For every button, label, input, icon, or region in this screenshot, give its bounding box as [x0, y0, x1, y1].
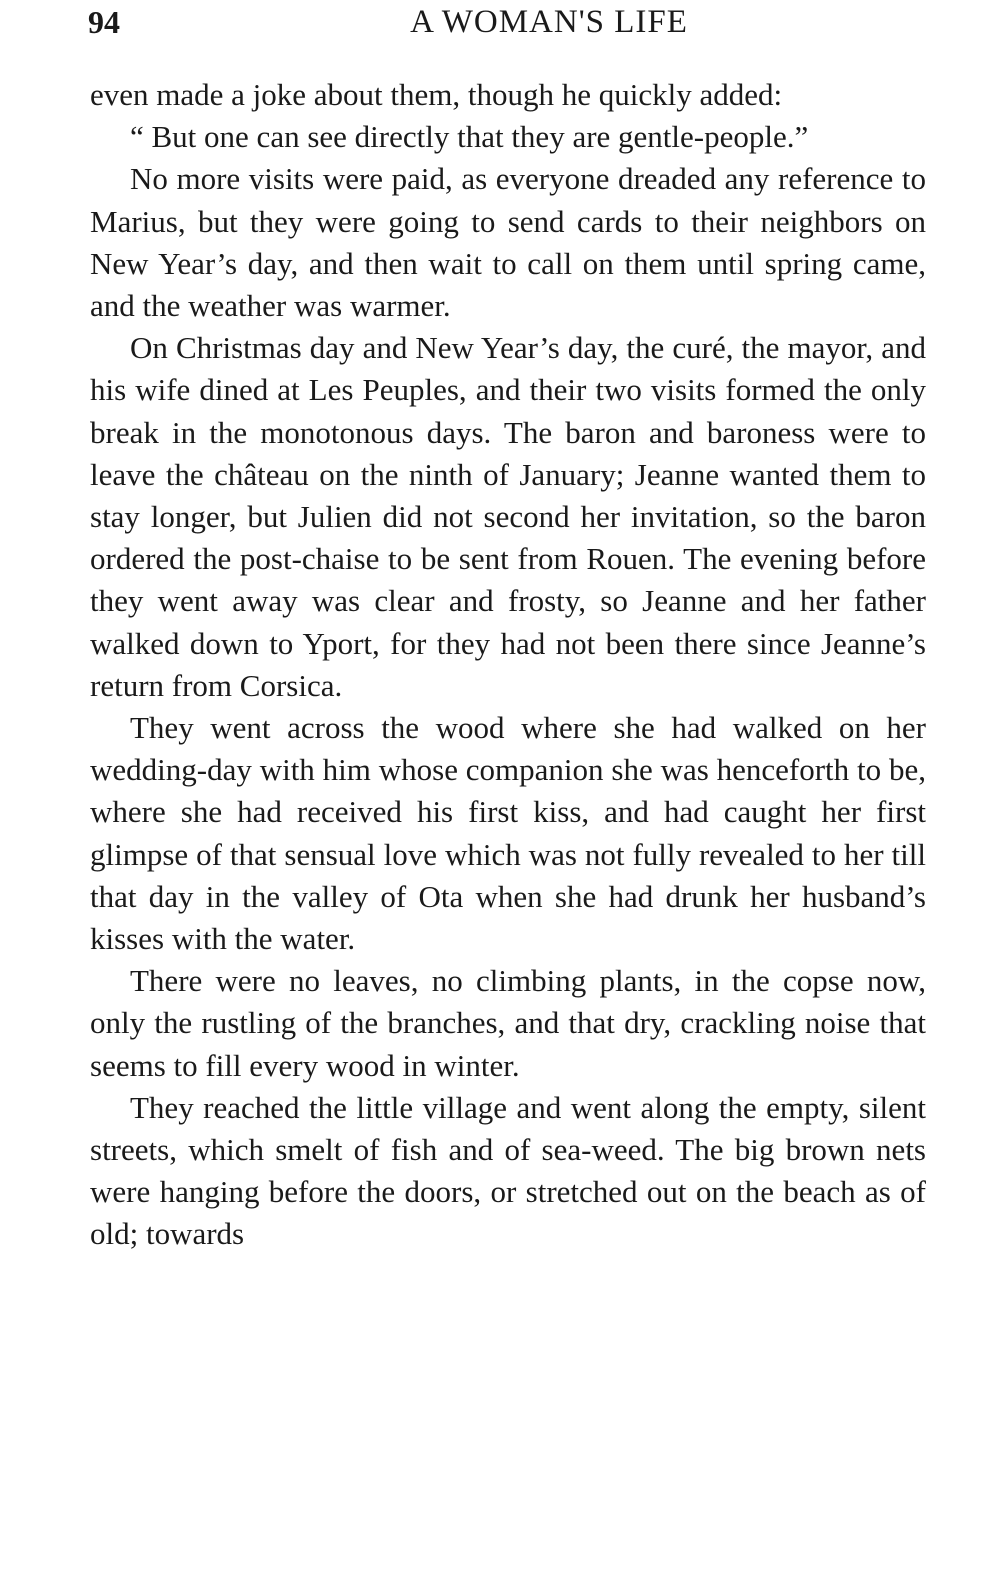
running-head [88, 2, 930, 42]
page-number: 94 [88, 4, 120, 40]
paragraph-christmas: On Christmas day and New Year’s day, the curé, the mayor, and his wife dined at Les Peuples, and their two visits formed the only break in the monotonous days. The baron and baroness were to leave the château on the ninth of January; Jeanne wanted them to stay longer, but Julien did not second her invitation, so the baron ordered the post-chaise to be sent from Rouen. The evening before they went away was clear and frosty, so Jeanne and her father walked down to Yport, for they had not been there since Jeanne’s return from Corsica. [90, 330, 926, 703]
paragraph-wood: They went across the wood where she had walked on her wedding-day with him whose companion she was henceforth to be, where she had received his first kiss, and had caught her first glimpse of that sensual love which was not fully revealed to her till that day in the valley of Ota when she had drunk her husband’s kisses with the water. [90, 710, 926, 957]
paragraph-copse: There were no leaves, no climbing plants, in the copse now, only the rustling of the branches, and that dry, crackling noise that seems to fill every wood in winter. [90, 963, 926, 1083]
paragraph-continuation: even made a joke about them, though he quickly added: [90, 77, 783, 112]
paragraph-visits: No more visits were paid, as everyone dreaded any reference to Marius, but they were going to send cards to their neighbors on New Year’s day, and then wait to call on them until spring came, and the weather was warmer. [90, 161, 926, 324]
running-title: A WOMAN'S LIFE [410, 4, 688, 40]
paragraph-village: They reached the little village and went along the empty, silent streets, which smelt of fish and of sea-weed. The big brown nets were hanging before the doors, or stretched out on the beach as of old; towards [90, 1089, 926, 1252]
body-text [90, 74, 926, 1256]
paragraph-quote: “ But one can see directly that they are gentle-people.” [130, 119, 809, 155]
